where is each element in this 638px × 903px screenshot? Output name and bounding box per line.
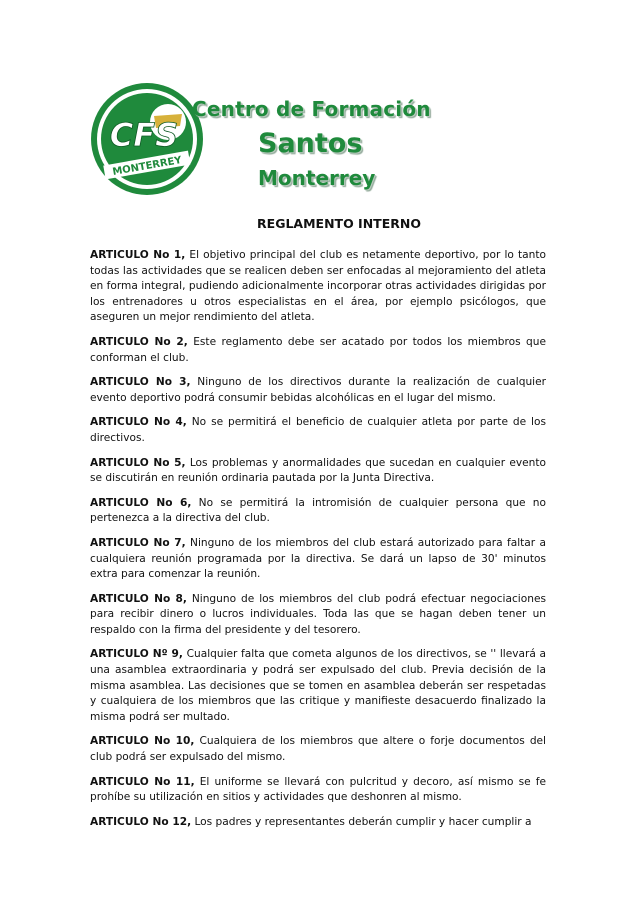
article-text: Cualquier falta que cometa algunos de los directivos, se '' llevará a una asamblea extraordinaria y podrá ser expulsado del club. Previa decisión de la misma asamblea. Las decisiones que se tomen en asamblea deberán ser respetadas y cualquiera de los miembros que las critique y manifieste desacuerdo finalizado la misma podrá ser multado.	[90, 648, 546, 723]
article-3	[90, 375, 546, 406]
article-2	[90, 335, 546, 366]
article-text: Los problemas y anormalidades que sucedan en cualquier evento se discutirán en reunión ordinaria pautada por la Junta Directiva.	[90, 456, 546, 485]
article-7	[90, 536, 546, 583]
article-text: El uniforme se llevará con pulcritud y decoro, así mismo se fe prohíbe su utilización en sitios y actividades que deshonren al mismo.	[90, 775, 546, 804]
article-text: Ninguno de los directivos durante la realización de cualquier evento deportivo podrá consumir bebidas alcohólicas en el lugar del mismo.	[90, 376, 546, 404]
article-11	[90, 775, 546, 806]
article-text: No se permitirá la intromisión de cualquier persona que no pertenezca a la directiva del club.	[90, 496, 546, 525]
article-text: Cualquiera de los miembros que altere o forje documentos del club podrá ser expulsado del mismo.	[90, 735, 546, 764]
article-text: El objetivo principal del club es netamente deportivo, por lo tanto todas las actividades que se realicen deben ser enfocadas al mejoramiento del atleta en forma integral, pudiendo adicionalmente incorporar otras actividades dirigidas por los entrenadores u otros especialistas en el área, por ejemplo psicólogos, que aseguren un mejor rendimiento del atleta.	[90, 249, 546, 324]
logo-line-santos: Santos	[258, 128, 363, 159]
article-text: No se permitirá el beneficio de cualquier atleta por parte de los directivos.	[90, 416, 546, 444]
article-heading: ARTICULO No 5,	[90, 456, 186, 469]
article-9	[90, 647, 546, 725]
article-text: Los padres y representantes deberán cumplir y hacer cumplir a	[191, 815, 532, 828]
article-10	[90, 734, 546, 765]
cfs-seal-logo	[88, 80, 206, 198]
article-12	[90, 815, 546, 831]
article-heading: ARTICULO Nº 9,	[90, 648, 183, 661]
seal-band-text: MONTERREY	[111, 155, 183, 178]
article-text: Ninguno de los miembros del club podrá efectuar negociaciones para recibir dinero o lucros individuales. Toda las que se hagan deben tener un respaldo con la firma del presidente y del tesorero.	[90, 592, 546, 636]
article-heading: ARTICULO No 1,	[90, 249, 186, 261]
article-heading: ARTICULO No 12,	[90, 815, 192, 828]
article-5	[90, 456, 546, 487]
article-heading: ARTICULO No 2,	[90, 335, 188, 348]
article-8	[90, 592, 546, 639]
article-heading: ARTICULO No 10,	[90, 735, 195, 748]
logo-line-centro: Centro de Formación	[192, 97, 431, 121]
article-heading: ARTICULO No 7,	[90, 536, 186, 549]
article-text: Ninguno de los miembros del club estará autorizado para faltar a cualquiera reunión programada por la directiva. Se dará un lapso de 30' minutos extra para comenzar la reunión.	[90, 536, 546, 581]
article-1	[90, 248, 546, 326]
article-heading: ARTICULO No 11,	[90, 775, 195, 788]
document-title: REGLAMENTO INTERNO	[257, 216, 421, 231]
article-heading: ARTICULO No 4,	[90, 416, 187, 429]
articles-list	[90, 248, 546, 839]
article-text: Este reglamento debe ser acatado por todos los miembros que conforman el club.	[90, 335, 546, 364]
article-4	[90, 415, 546, 446]
article-heading: ARTICULO No 8,	[90, 592, 187, 605]
logo-header	[88, 80, 558, 200]
logo-line-monterrey: Monterrey	[258, 166, 376, 190]
article-6	[90, 496, 546, 527]
article-heading: ARTICULO No 3,	[90, 376, 191, 389]
seal-initials: CFS	[109, 116, 179, 154]
article-heading: ARTICULO No 6,	[90, 496, 192, 509]
